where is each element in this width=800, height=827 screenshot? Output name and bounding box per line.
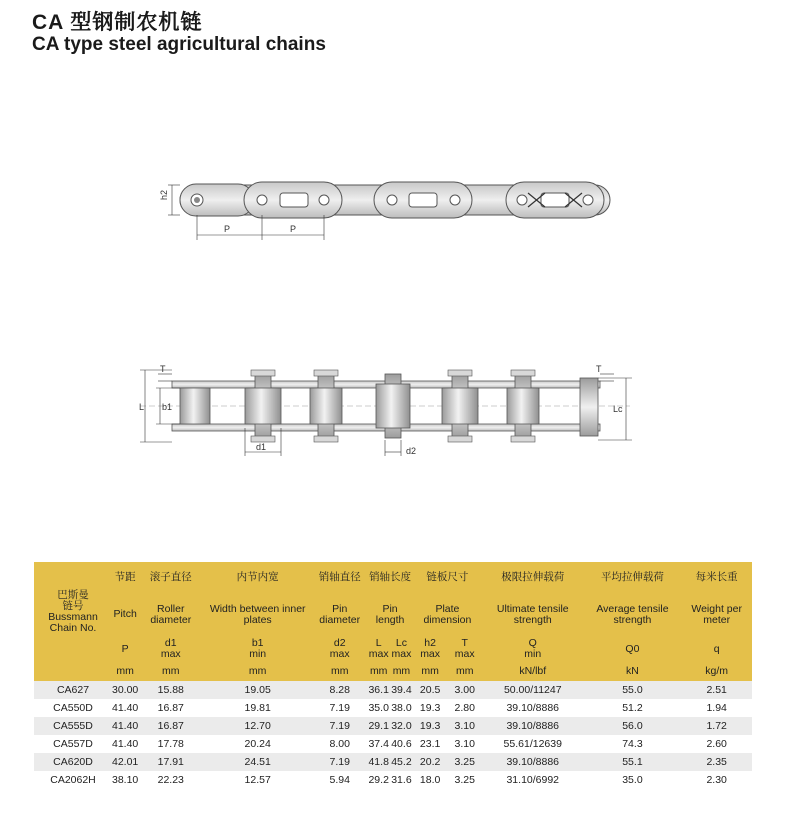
- table-cell: 7.19: [312, 717, 367, 735]
- table-cell: 17.78: [138, 735, 203, 753]
- header-group-cn: 滚子直径: [138, 562, 203, 592]
- table-cell: 24.51: [203, 753, 312, 771]
- header-symbol: L max: [368, 637, 389, 660]
- table-cell: 7.19: [312, 753, 367, 771]
- table-cell: 3.00: [447, 681, 482, 699]
- lc-label: Lc: [613, 404, 623, 414]
- table-cell: 12.70: [203, 717, 312, 735]
- chain-side-view: [139, 364, 632, 456]
- plate-slot: [409, 193, 437, 207]
- d2-label: d2: [406, 446, 417, 456]
- table-cell: 32.0: [390, 717, 413, 735]
- header-symbol: Q0: [584, 637, 682, 661]
- chain-number-cell: CA550D: [34, 699, 112, 717]
- table-cell: 3.25: [447, 771, 482, 789]
- pin-head: [511, 436, 535, 442]
- header-group-en: Weight per meter: [681, 592, 752, 637]
- chain-number-cell: CA620D: [34, 753, 112, 771]
- header-group-en: Width between inner plates: [203, 592, 312, 637]
- table-cell: 15.88: [138, 681, 203, 699]
- b1-label: b1: [162, 402, 173, 412]
- t-label-left: T: [160, 364, 166, 374]
- plate-slot: [541, 193, 569, 207]
- header-group-cn: 每米长重: [681, 562, 752, 592]
- header-group-cn: 节距: [112, 562, 138, 592]
- pin-hole: [387, 195, 397, 205]
- header-symbol: P: [112, 637, 138, 661]
- header-unit: kN: [584, 661, 682, 681]
- table-row: [34, 753, 752, 771]
- header-unit: mm: [112, 661, 138, 681]
- table-cell: 16.87: [138, 699, 203, 717]
- header-unit: mm: [447, 661, 482, 681]
- header-unit: mm: [390, 661, 413, 681]
- table-cell: 31.6: [390, 771, 413, 789]
- table-cell: 5.94: [312, 771, 367, 789]
- table-cell: 3.10: [447, 717, 482, 735]
- pin-hole: [583, 195, 593, 205]
- table-cell: 1.72: [681, 717, 752, 735]
- header-group-en: Plate dimension: [413, 592, 482, 637]
- header-group-en: Roller diameter: [138, 592, 203, 637]
- table-cell: 2.60: [681, 735, 752, 753]
- roller: [442, 388, 478, 424]
- chain-number-cell: CA555D: [34, 717, 112, 735]
- table-cell: 38.0: [390, 699, 413, 717]
- table-row: [34, 699, 752, 717]
- table-cell: 74.3: [584, 735, 682, 753]
- spec-table: [34, 562, 752, 789]
- table-cell: 35.0: [584, 771, 682, 789]
- table-cell: 2.30: [681, 771, 752, 789]
- table-cell: 29.1: [367, 717, 390, 735]
- pin-head: [448, 436, 472, 442]
- header-symbol: q: [681, 637, 752, 661]
- table-cell: 18.0: [413, 771, 448, 789]
- table-cell: 39.4: [390, 681, 413, 699]
- header-unit: kN/lbf: [482, 661, 584, 681]
- table-cell: 42.01: [112, 753, 138, 771]
- header-unit: mm: [413, 661, 448, 681]
- header-symbol: d1 max: [138, 637, 203, 661]
- pin-hole: [257, 195, 267, 205]
- table-cell: 23.1: [413, 735, 448, 753]
- chain-number-cell: CA557D: [34, 735, 112, 753]
- table-cell: 19.05: [203, 681, 312, 699]
- table-row: [34, 717, 752, 735]
- header-group-cn: 极限拉伸载荷: [482, 562, 584, 592]
- header-group-en: Pin diameter: [312, 592, 367, 637]
- table-cell: 38.10: [112, 771, 138, 789]
- table-cell: 41.40: [112, 717, 138, 735]
- table-cell: 55.1: [584, 753, 682, 771]
- table-cell: 41.40: [112, 735, 138, 753]
- plate-slot: [280, 193, 308, 207]
- table-row: [34, 771, 752, 789]
- table-cell: 2.51: [681, 681, 752, 699]
- roller: [507, 388, 539, 424]
- pitch-label-2: P: [290, 224, 297, 234]
- page-title-english: CA type steel agricultural chains: [32, 34, 326, 55]
- table-cell: 55.61/12639: [482, 735, 584, 753]
- table-cell: 19.3: [413, 699, 448, 717]
- table-cell: 41.40: [112, 699, 138, 717]
- header-group-cn: 平均拉伸载荷: [584, 562, 682, 592]
- table-cell: 2.35: [681, 753, 752, 771]
- spec-table-header: [34, 562, 752, 681]
- header-unit: kg/m: [681, 661, 752, 681]
- table-cell: 8.28: [312, 681, 367, 699]
- pin-hole: [517, 195, 527, 205]
- table-cell: 3.10: [447, 735, 482, 753]
- table-cell: 19.81: [203, 699, 312, 717]
- header-unit-spacer: [34, 661, 112, 681]
- header-symbol: h2 max: [413, 637, 448, 661]
- table-cell: 51.2: [584, 699, 682, 717]
- table-cell: 41.8: [367, 753, 390, 771]
- table-cell: 3.25: [447, 753, 482, 771]
- table-cell: 31.10/6992: [482, 771, 584, 789]
- header-unit: mm: [312, 661, 367, 681]
- h2-label: h2: [159, 189, 169, 200]
- roller: [245, 388, 281, 424]
- roller: [376, 384, 410, 428]
- pin-head: [314, 436, 338, 442]
- header-group-en: Pin length: [367, 592, 412, 637]
- header-group-cn: 链板尺寸: [413, 562, 482, 592]
- chain-top-view: [159, 182, 610, 240]
- page-title-chinese: CA 型钢制农机链: [32, 11, 203, 34]
- table-cell: 40.6: [390, 735, 413, 753]
- t-label-right: T: [596, 364, 602, 374]
- table-cell: 16.87: [138, 717, 203, 735]
- header-symbol: d2 max: [312, 637, 367, 661]
- header-unit: mm: [367, 661, 390, 681]
- table-cell: 20.24: [203, 735, 312, 753]
- table-cell: 39.10/8886: [482, 699, 584, 717]
- table-cell: 1.94: [681, 699, 752, 717]
- table-cell: 39.10/8886: [482, 717, 584, 735]
- chain-no-header: 巴斯曼 链号 Bussmann Chain No.: [34, 562, 112, 661]
- table-cell: 19.3: [413, 717, 448, 735]
- table-row: [34, 681, 752, 699]
- table-cell: 35.0: [367, 699, 390, 717]
- pin-head: [448, 370, 472, 376]
- pin-hole: [194, 197, 200, 203]
- header-unit: mm: [203, 661, 312, 681]
- pin-hole: [319, 195, 329, 205]
- table-cell: 8.00: [312, 735, 367, 753]
- table-row: [34, 735, 752, 753]
- header-unit: mm: [138, 661, 203, 681]
- table-cell: 45.2: [390, 753, 413, 771]
- l-label: L: [139, 402, 145, 412]
- header-group-en: Ultimate tensile strength: [482, 592, 584, 637]
- table-cell: 56.0: [584, 717, 682, 735]
- header-group-cn: 销轴长度: [367, 562, 412, 592]
- table-cell: 36.1: [367, 681, 390, 699]
- roller: [310, 388, 342, 424]
- table-cell: 39.10/8886: [482, 753, 584, 771]
- d1-label: d1: [256, 442, 267, 452]
- header-symbol: T max: [447, 637, 482, 661]
- table-cell: 7.19: [312, 699, 367, 717]
- spec-table-body: [34, 681, 752, 789]
- table-cell: 37.4: [367, 735, 390, 753]
- pitch-label-1: P: [224, 224, 231, 234]
- header-group-en: Pitch: [112, 592, 138, 637]
- table-cell: 12.57: [203, 771, 312, 789]
- table-cell: 30.00: [112, 681, 138, 699]
- header-group-en: Average tensile strength: [584, 592, 682, 637]
- table-cell: 20.5: [413, 681, 448, 699]
- table-cell: 20.2: [413, 753, 448, 771]
- header-symbol: Lc max: [391, 637, 412, 660]
- pin-head: [511, 370, 535, 376]
- header-group-cn: 内节内宽: [203, 562, 312, 592]
- chain-number-cell: CA627: [34, 681, 112, 699]
- pin-head: [251, 370, 275, 376]
- pin-head: [314, 370, 338, 376]
- table-cell: 55.0: [584, 681, 682, 699]
- table-cell: 50.00/11247: [482, 681, 584, 699]
- pin-hole: [450, 195, 460, 205]
- table-cell: 2.80: [447, 699, 482, 717]
- table-cell: 22.23: [138, 771, 203, 789]
- header-symbol: Q min: [482, 637, 584, 661]
- header-symbol: b1 min: [203, 637, 312, 661]
- table-cell: 17.91: [138, 753, 203, 771]
- roller: [180, 388, 210, 424]
- header-group-cn: 销轴直径: [312, 562, 367, 592]
- chain-number-cell: CA2062H: [34, 771, 112, 789]
- table-cell: 29.2: [367, 771, 390, 789]
- end-pin-cap: [580, 378, 598, 436]
